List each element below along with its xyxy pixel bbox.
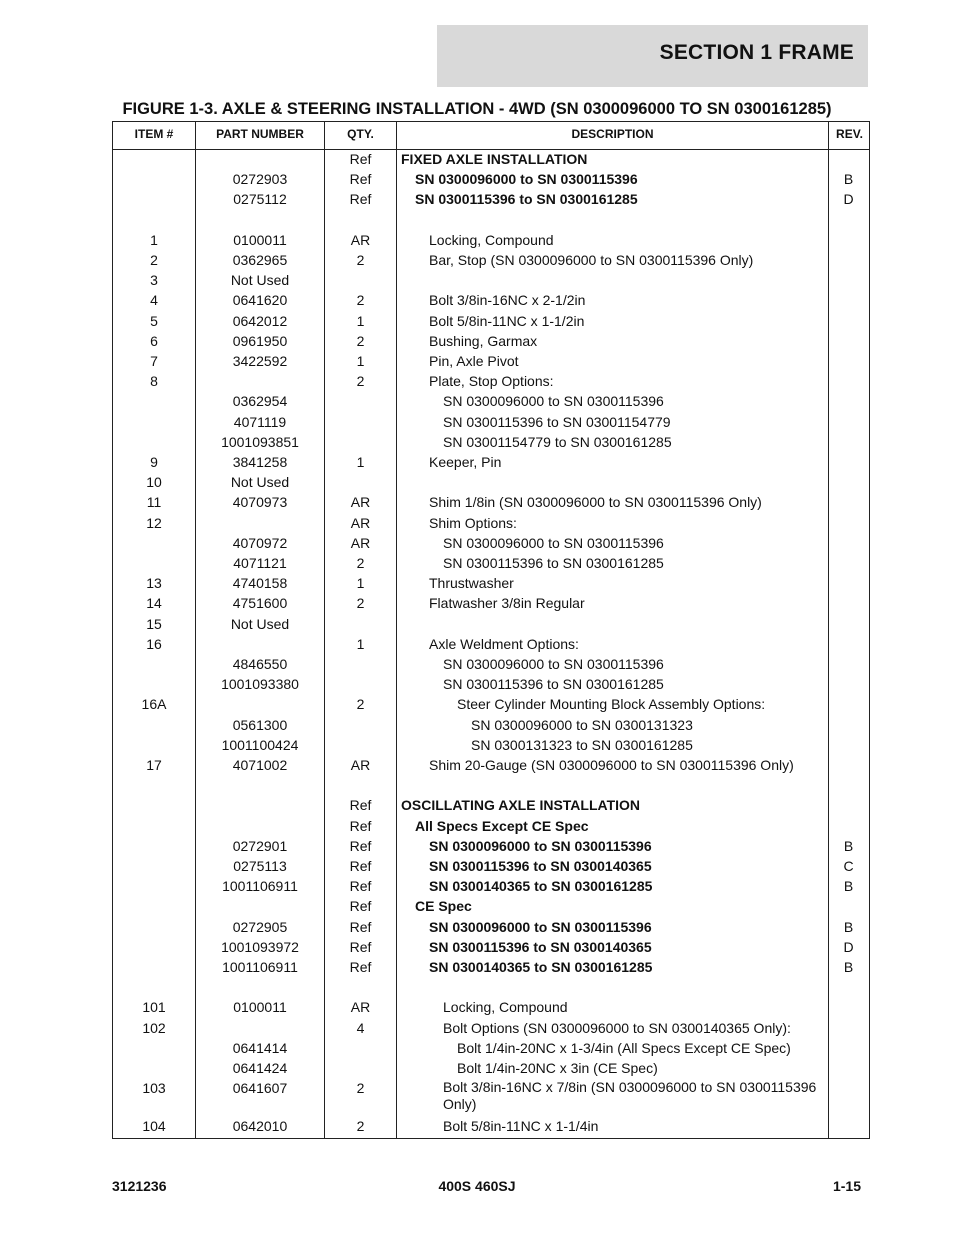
qty-cell: 2 xyxy=(356,373,365,390)
description-cell: Shim 1/8in (SN 0300096000 to SN 0300115396 Only) xyxy=(429,494,762,511)
description-cell: Thrustwasher xyxy=(429,575,514,592)
table-row xyxy=(113,453,869,473)
description-cell: SN 0300131323 to SN 0300161285 xyxy=(471,736,693,753)
item-cell: 104 xyxy=(142,1117,166,1134)
table-row xyxy=(113,534,869,554)
table-row xyxy=(113,695,869,715)
qty-cell: Ref xyxy=(349,918,372,935)
description-cell: SN 0300096000 to SN 0300115396 xyxy=(429,837,652,854)
part-number-cell: 1001093972 xyxy=(221,938,299,955)
part-number-cell: 4846550 xyxy=(232,656,288,672)
part-number-cell: Not Used xyxy=(230,615,290,632)
part-number-cell: 0561300 xyxy=(232,716,288,733)
description-cell: SN 0300096000 to SN 0300115396 xyxy=(443,534,664,551)
description-cell: SN 0300115396 to SN 0300161285 xyxy=(415,191,638,208)
table-row xyxy=(113,433,869,453)
qty-cell: 2 xyxy=(356,1117,365,1134)
item-cell: 4 xyxy=(150,292,158,309)
rev-cell: D xyxy=(843,191,854,208)
description-cell: SN 0300096000 to SN 0300115396 xyxy=(443,393,664,410)
table-row xyxy=(113,594,869,614)
description-cell: SN 03001154779 to SN 0300161285 xyxy=(443,433,672,450)
description-cell: Bar, Stop (SN 0300096000 to SN 0300115396 Only) xyxy=(429,252,754,268)
part-number-cell: 4751600 xyxy=(232,595,288,612)
part-number-cell: 0272905 xyxy=(232,918,288,935)
qty-cell: 1 xyxy=(356,454,365,470)
item-cell: 11 xyxy=(146,494,162,511)
table-row xyxy=(113,170,869,190)
description-cell: SN 0300115396 to SN 0300140365 xyxy=(429,858,652,874)
part-number-cell: 0272903 xyxy=(232,171,288,188)
part-number-cell: 1001093851 xyxy=(221,433,299,450)
qty-cell: AR xyxy=(350,757,371,773)
part-number-cell: 0272901 xyxy=(232,837,288,854)
item-cell: 17 xyxy=(146,757,162,773)
description-cell: Locking, Compound xyxy=(429,231,554,248)
table-row xyxy=(113,877,869,897)
table-row xyxy=(113,716,869,736)
table-row xyxy=(113,978,869,998)
qty-cell: 1 xyxy=(356,353,365,369)
description-cell: Bolt 1/4in-20NC x 3in (CE Spec) xyxy=(457,1060,658,1076)
footer-page-number: 1-15 xyxy=(832,1178,861,1194)
qty-cell: AR xyxy=(350,534,371,551)
qty-cell: Ref xyxy=(349,171,372,188)
table-header xyxy=(113,122,869,150)
part-number-cell: 1001100424 xyxy=(221,736,299,753)
description-cell: Axle Weldment Options: xyxy=(429,635,579,652)
description-cell: Bolt 5/8in-11NC x 1-1/2in xyxy=(429,312,585,329)
qty-cell: Ref xyxy=(349,817,372,834)
description-cell: All Specs Except CE Spec xyxy=(415,817,589,834)
table-row xyxy=(113,413,869,433)
table-row xyxy=(113,756,869,776)
part-number-cell: 4070973 xyxy=(232,494,288,511)
parts-table xyxy=(112,121,870,1139)
description-cell: SN 0300096000 to SN 0300131323 xyxy=(471,716,693,733)
section-header-band xyxy=(437,25,868,87)
figure-title: FIGURE 1-3. AXLE & STEERING INSTALLATION - 4WD (SN 0300096000 TO SN 0300161285) xyxy=(122,100,832,118)
qty-cell: 2 xyxy=(356,332,365,349)
part-number-cell: 3422592 xyxy=(232,353,288,369)
table-row xyxy=(113,1019,869,1039)
item-cell: 16A xyxy=(141,696,167,713)
part-number-cell: 4740158 xyxy=(232,575,288,592)
part-number-cell: 4071002 xyxy=(232,757,288,773)
part-number-cell: 0100011 xyxy=(233,231,287,248)
part-number-cell: 0641607 xyxy=(232,1080,288,1097)
header-qty: QTY. xyxy=(347,127,374,141)
part-number-cell: Not Used xyxy=(230,272,290,289)
description-cell: CE Spec xyxy=(415,898,472,915)
table-row xyxy=(113,271,869,291)
part-number-cell: 0961950 xyxy=(232,332,288,349)
table-row xyxy=(113,1117,869,1137)
description-cell: Bolt 5/8in-11NC x 1-1/4in xyxy=(443,1117,599,1134)
qty-cell: 2 xyxy=(356,1080,365,1097)
qty-cell: Ref xyxy=(349,938,372,955)
part-number-cell: 3841258 xyxy=(232,454,288,470)
qty-cell: AR xyxy=(350,999,371,1016)
part-number-cell: 0275113 xyxy=(233,858,287,874)
table-row xyxy=(113,736,869,756)
table-row xyxy=(113,493,869,513)
description-cell: FIXED AXLE INSTALLATION xyxy=(401,151,588,167)
rev-cell: B xyxy=(843,918,854,935)
table-row xyxy=(113,1059,869,1079)
qty-cell: 2 xyxy=(356,555,365,571)
part-number-cell: 0362965 xyxy=(232,252,288,268)
description-cell: Bolt 1/4in-20NC x 1-3/4in (All Specs Except CE Spec) xyxy=(457,1039,791,1056)
table-row xyxy=(113,675,869,695)
qty-cell: Ref xyxy=(349,837,372,854)
qty-cell: Ref xyxy=(349,898,372,915)
item-cell: 101 xyxy=(142,999,166,1016)
item-cell: 6 xyxy=(150,332,158,349)
description-cell: Shim Options: xyxy=(429,514,517,531)
description-cell: Shim 20-Gauge (SN 0300096000 to SN 0300115396 Only) xyxy=(429,757,794,773)
table-row xyxy=(113,857,869,877)
table-row xyxy=(113,776,869,796)
table-row xyxy=(113,998,869,1018)
table-row xyxy=(113,291,869,311)
table-row xyxy=(113,190,869,210)
table-row xyxy=(113,958,869,978)
item-cell: 7 xyxy=(150,353,158,369)
table-row xyxy=(113,514,869,534)
table-row xyxy=(113,473,869,493)
qty-cell: Ref xyxy=(349,191,372,208)
description-cell: Bushing, Garmax xyxy=(429,332,538,349)
description-cell: SN 0300115396 to SN 0300140365 xyxy=(429,938,652,955)
table-row xyxy=(113,251,869,271)
table-row xyxy=(113,574,869,594)
table-row xyxy=(113,655,869,675)
table-row xyxy=(113,1039,869,1059)
description-cell: Locking, Compound xyxy=(443,999,568,1016)
table-row xyxy=(113,392,869,412)
table-row xyxy=(113,231,869,251)
qty-cell: 1 xyxy=(356,635,365,652)
qty-cell: AR xyxy=(350,231,371,248)
description-cell: SN 0300140365 to SN 0300161285 xyxy=(429,878,653,895)
description-cell: SN 0300096000 to SN 0300115396 xyxy=(429,918,652,935)
header-rev: REV. xyxy=(836,127,863,141)
qty-cell: 1 xyxy=(356,575,365,592)
table-row xyxy=(113,897,869,917)
table-row xyxy=(113,837,869,857)
part-number-cell: 0641424 xyxy=(232,1060,288,1076)
part-number-cell: 4071121 xyxy=(233,555,287,571)
description-cell: SN 0300140365 to SN 0300161285 xyxy=(429,959,653,975)
part-number-cell: 0362954 xyxy=(232,393,288,410)
part-number-cell: 0641620 xyxy=(232,292,288,309)
item-cell: 102 xyxy=(142,1019,166,1036)
table-row xyxy=(113,615,869,635)
qty-cell: Ref xyxy=(349,878,372,895)
part-number-cell: 0642012 xyxy=(232,312,288,329)
table-row xyxy=(113,332,869,352)
qty-cell: Ref xyxy=(349,151,372,167)
description-cell: Flatwasher 3/8in Regular xyxy=(429,595,585,612)
description-cell: Bolt 3/8in-16NC x 2-1/2in xyxy=(429,292,586,309)
item-cell: 2 xyxy=(150,252,158,268)
footer-manual-number: 3121236 xyxy=(112,1178,167,1194)
table-row xyxy=(113,150,869,170)
part-number-cell: 0275112 xyxy=(233,191,287,208)
item-cell: 9 xyxy=(150,454,158,470)
table-row xyxy=(113,372,869,392)
part-number-cell: 0100011 xyxy=(233,999,287,1016)
table-row xyxy=(113,635,869,655)
item-cell: 1 xyxy=(150,231,158,248)
qty-cell: Ref xyxy=(349,797,372,814)
footer-model: 400S 460SJ xyxy=(438,1178,516,1194)
table-row xyxy=(113,1079,869,1113)
part-number-cell: 1001093380 xyxy=(221,676,299,693)
rev-cell: D xyxy=(843,938,854,955)
description-cell: Bolt Options (SN 0300096000 to SN 0300140365 Only): xyxy=(443,1019,791,1036)
table-row xyxy=(113,554,869,574)
qty-cell: 2 xyxy=(356,292,365,309)
description-cell: SN 0300115396 to SN 03001154779 xyxy=(443,413,671,430)
description-cell: SN 0300115396 to SN 0300161285 xyxy=(443,555,664,571)
table-row xyxy=(113,352,869,372)
qty-cell: 2 xyxy=(356,252,365,268)
qty-cell: AR xyxy=(350,514,371,531)
item-cell: 103 xyxy=(142,1080,166,1097)
qty-cell: AR xyxy=(350,494,371,511)
qty-cell: 2 xyxy=(356,696,365,713)
description-cell: Steer Cylinder Mounting Block Assembly Options: xyxy=(457,696,766,713)
item-cell: 13 xyxy=(146,575,162,592)
table-row xyxy=(113,817,869,837)
description-cell: Keeper, Pin xyxy=(429,454,502,470)
description-cell: SN 0300096000 to SN 0300115396 xyxy=(443,656,664,672)
qty-cell: Ref xyxy=(349,858,372,874)
item-cell: 15 xyxy=(146,615,162,632)
rev-cell: B xyxy=(843,878,854,895)
description-cell: SN 0300096000 to SN 0300115396 xyxy=(415,171,638,188)
qty-cell: 2 xyxy=(356,595,365,612)
rev-cell: C xyxy=(843,858,854,874)
part-number-cell: 1001106911 xyxy=(222,878,298,895)
header-description: DESCRIPTION xyxy=(571,127,654,141)
item-cell: 8 xyxy=(150,373,158,390)
item-cell: 16 xyxy=(146,635,162,652)
section-title: SECTION 1 FRAME xyxy=(659,41,854,64)
table-row xyxy=(113,211,869,231)
item-cell: 14 xyxy=(146,595,162,612)
rev-cell: B xyxy=(843,959,854,975)
item-cell: 5 xyxy=(150,312,158,329)
description-cell: SN 0300115396 to SN 0300161285 xyxy=(443,676,664,693)
description-cell: Plate, Stop Options: xyxy=(429,373,554,390)
description-cell: Pin, Axle Pivot xyxy=(429,353,519,369)
part-number-cell: Not Used xyxy=(230,474,290,491)
part-number-cell: 4070972 xyxy=(232,534,288,551)
qty-cell: 4 xyxy=(356,1019,365,1036)
description-cell: Bolt 3/8in-16NC x 7/8in (SN 0300096000 to SN 0300115396 Only) xyxy=(443,1079,817,1113)
item-cell: 10 xyxy=(146,474,162,491)
qty-cell: Ref xyxy=(349,959,372,975)
table-row xyxy=(113,796,869,816)
table-row xyxy=(113,918,869,938)
table-row xyxy=(113,312,869,332)
header-item: ITEM # xyxy=(134,127,174,141)
item-cell: 3 xyxy=(150,272,158,289)
item-cell: 12 xyxy=(146,514,162,531)
part-number-cell: 4071119 xyxy=(233,413,287,430)
description-cell: OSCILLATING AXLE INSTALLATION xyxy=(401,797,641,814)
part-number-cell: 0641414 xyxy=(232,1039,288,1056)
part-number-cell: 0642010 xyxy=(232,1117,288,1134)
table-row xyxy=(113,938,869,958)
qty-cell: 1 xyxy=(356,312,365,329)
part-number-cell: 1001106911 xyxy=(222,959,298,975)
rev-cell: B xyxy=(843,837,854,854)
header-part-number: PART NUMBER xyxy=(216,127,304,141)
rev-cell: B xyxy=(843,171,854,188)
